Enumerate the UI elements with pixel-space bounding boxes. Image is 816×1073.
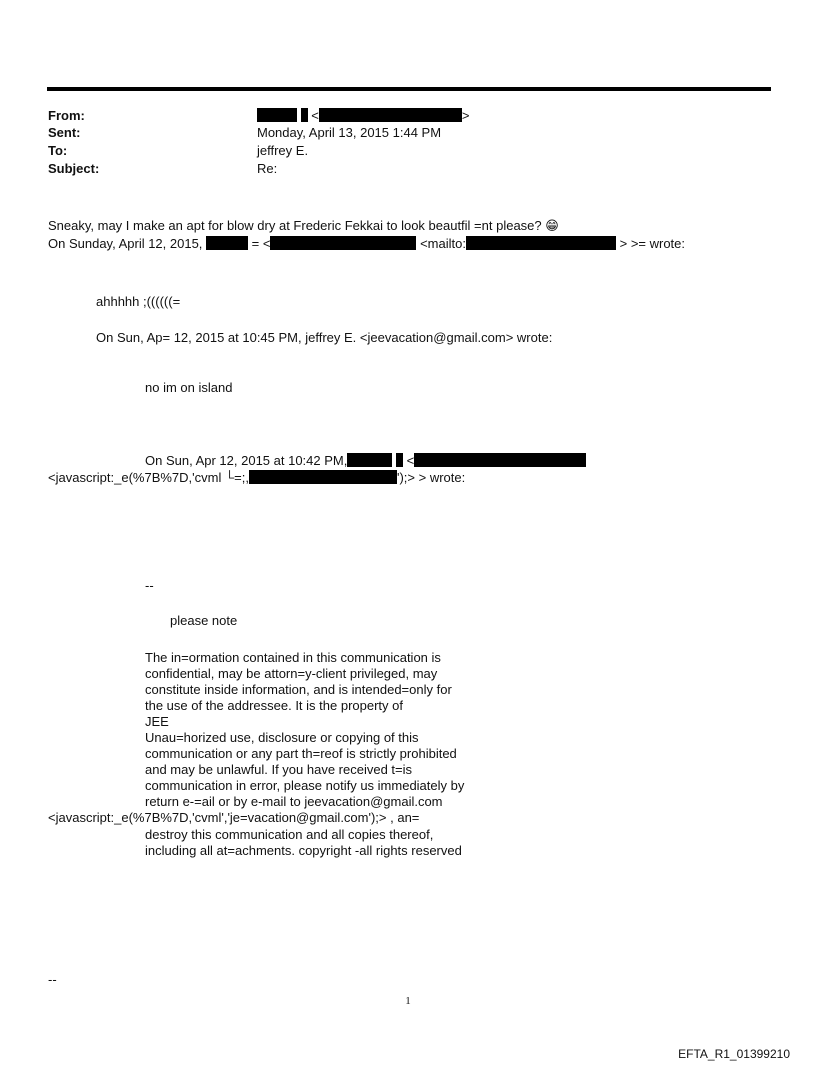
- quote-wrote: > >= wrote:: [619, 236, 686, 251]
- disclaimer-line: constitute inside information, and is intended=only for: [145, 682, 452, 697]
- signature-dash: --: [145, 578, 154, 593]
- redaction: [319, 108, 462, 122]
- subject-value: Re:: [257, 161, 278, 176]
- from-value: [257, 108, 469, 124]
- redaction: [301, 108, 308, 122]
- reply-1: ahhhhh ;((((((=: [96, 294, 181, 309]
- from-label: From:: [48, 108, 85, 123]
- from-open-bracket: <: [311, 108, 319, 123]
- redaction: [206, 236, 248, 250]
- disclaimer-line: destroy this communication and all copies thereof,: [145, 827, 434, 842]
- subject-label: Subject:: [48, 161, 100, 176]
- quote-2-intro: On Sun, Apr 12, 2015 at 10:42 PM,: [145, 453, 348, 468]
- redaction: [466, 236, 616, 250]
- quote-2-wrote: ');> > wrote:: [397, 470, 466, 485]
- sent-value: Monday, April 13, 2015 1:44 PM: [257, 125, 442, 140]
- quote-1: On Sun, Ap= 12, 2015 at 10:45 PM, jeffrey E. <jeevacation@gmail.com> wrote:: [96, 330, 553, 345]
- quote-sep: = <: [251, 236, 271, 251]
- disclaimer-line: communication in error, please notify us immediately by: [145, 778, 465, 793]
- redaction: [414, 453, 586, 467]
- sent-label: Sent:: [48, 125, 81, 140]
- please-note: please note: [170, 613, 238, 628]
- javascript-text: <javascript:_e(%7B%7D,'cvml └=;,: [48, 470, 249, 485]
- page-number: 1: [405, 995, 411, 1007]
- javascript-line: <javascript:_e(%7B%7D,'cvml','je=vacation@gmail.com');> , an=: [48, 810, 420, 825]
- body-line-2: [48, 236, 685, 252]
- disclaimer-line: communication or any part th=reof is strictly prohibited: [145, 746, 457, 761]
- disclaimer-block: [145, 650, 505, 810]
- bottom-dash: --: [48, 972, 57, 987]
- quote-2-bracket: <: [406, 453, 415, 468]
- disclaimer-line: return e-=ail or by e-mail to jeevacation@gmail.com: [145, 794, 443, 809]
- quote-2-line-2: [48, 470, 465, 486]
- disclaimer-line: Unau=horized use, disclosure or copying of this: [145, 730, 419, 745]
- quote-2: [145, 453, 586, 469]
- redaction: [347, 453, 392, 467]
- reply-2: no im on island: [145, 380, 233, 395]
- redaction: [396, 453, 403, 467]
- body-line-1: Sneaky, may I make an apt for blow dry at Frederic Fekkai to look beautfil =nt please? 😁: [48, 218, 559, 233]
- from-close-bracket: >: [461, 108, 470, 123]
- disclaimer-line: confidential, may be attorn=y-client privileged, may: [145, 666, 438, 681]
- disclaimer-line: JEE: [145, 714, 169, 729]
- mailto-text: <mailto:: [420, 236, 466, 251]
- disclaimer-line: including all at=achments. copyright -all rights reserved: [145, 843, 462, 858]
- redaction: [257, 108, 297, 122]
- quote-intro: On Sunday, April 12, 2015,: [48, 236, 203, 251]
- to-value: jeffrey E.: [257, 143, 309, 158]
- disclaimer-line: and may be unlawful. If you have received t=is: [145, 762, 413, 777]
- redaction: [249, 470, 397, 484]
- disclaimer-line: The in=ormation contained in this communication is: [145, 650, 441, 665]
- redaction: [270, 236, 416, 250]
- document-stamp: EFTA_R1_01399210: [678, 1047, 790, 1061]
- disclaimer-line: the use of the addressee. It is the property of: [145, 698, 403, 713]
- header-rule: [47, 87, 771, 91]
- to-label: To:: [48, 143, 68, 158]
